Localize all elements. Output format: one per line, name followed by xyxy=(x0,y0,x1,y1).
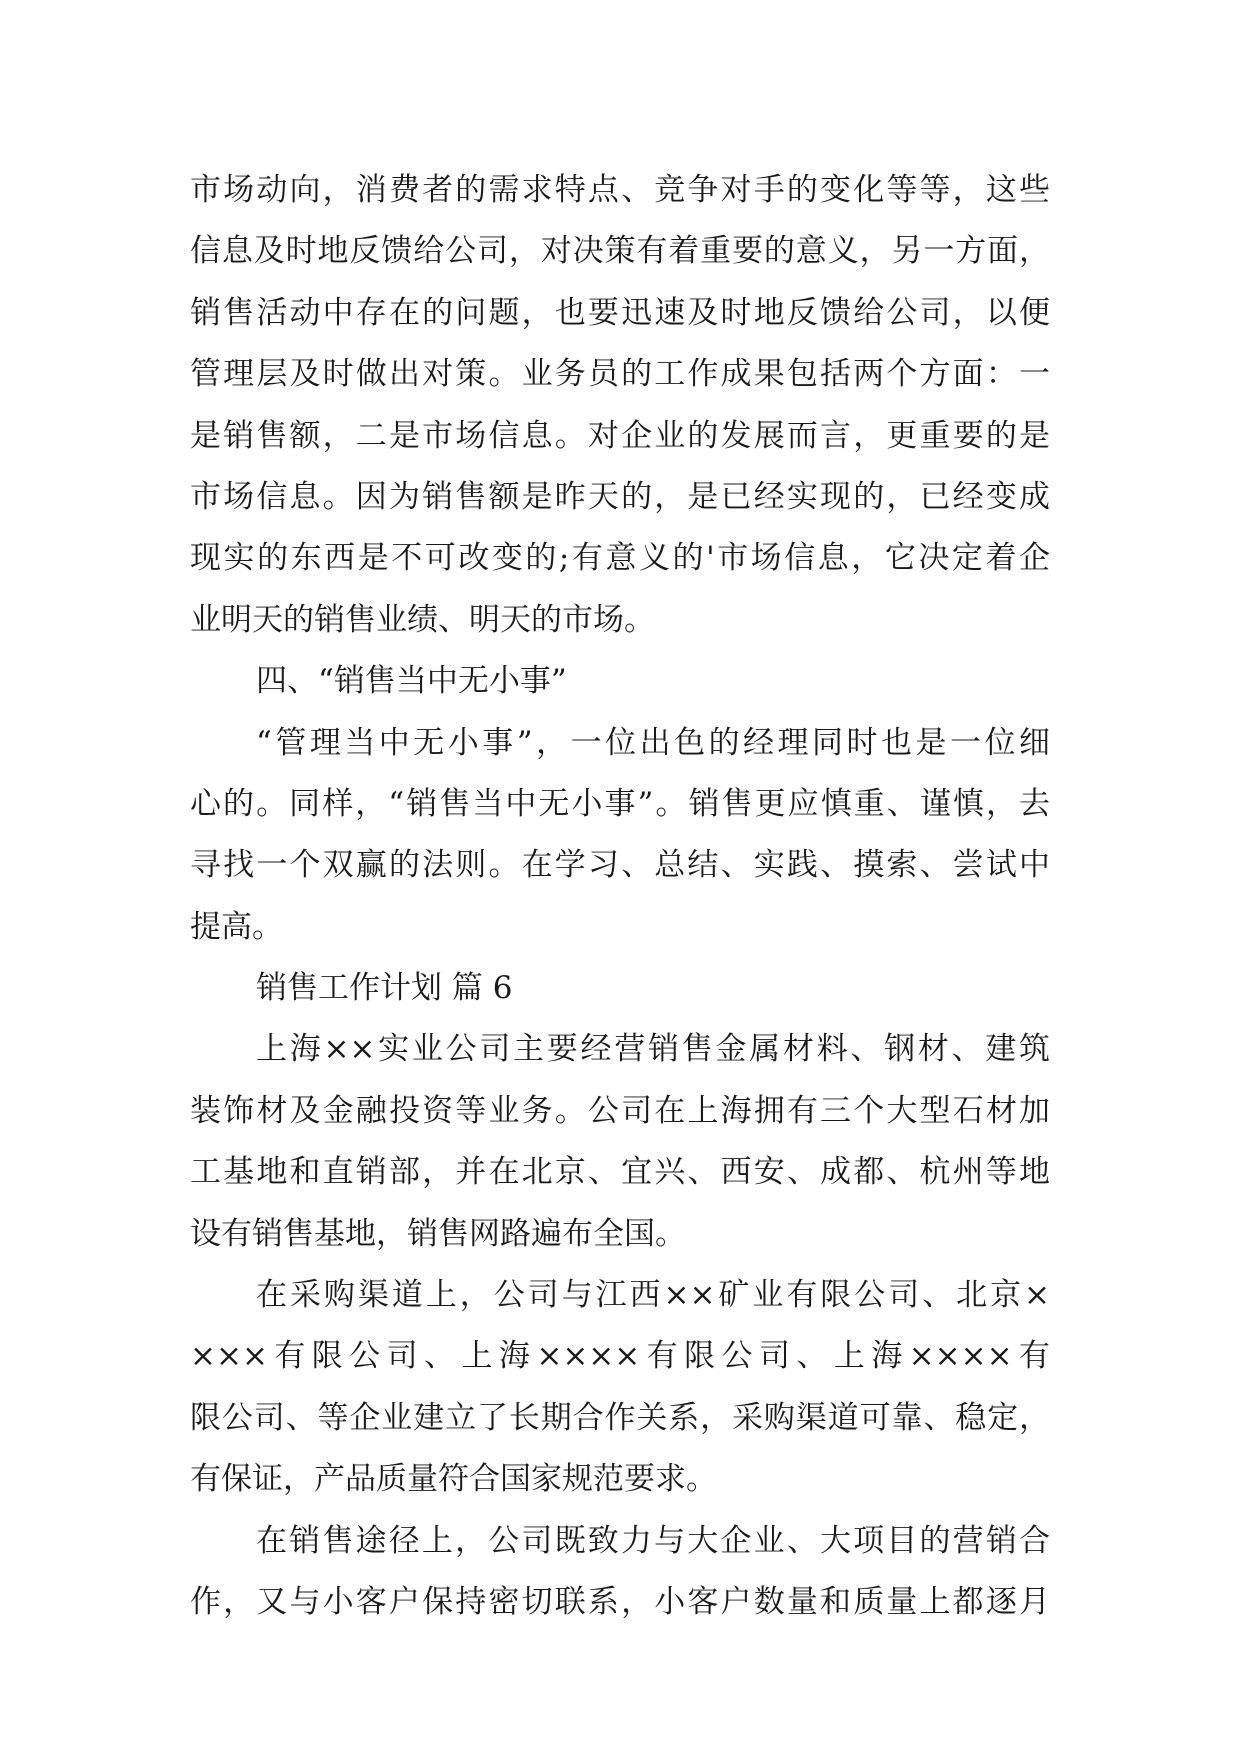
text-line: 作，又与小客户保持密切联系，小客户数量和质量上都逐月 xyxy=(190,1583,1050,1620)
text-line: 限公司、等企业建立了长期合作关系，采购渠道可靠、稳定， xyxy=(190,1399,1050,1436)
text-line: 提高。 xyxy=(190,908,283,945)
section-heading: 销售工作计划 篇 6 xyxy=(256,970,513,1007)
text-line: 在采购渠道上，公司与江西××矿业有限公司、北京× xyxy=(256,1277,1050,1314)
text-line: 市场动向，消费者的需求特点、竞争对手的变化等等，这些 xyxy=(190,172,1050,208)
section-heading: 四、“销售当中无小事” xyxy=(256,663,567,700)
text-line: 寻找一个双赢的法则。在学习、总结、实践、摸索、尝试中 xyxy=(190,847,1050,884)
text-line: 销售活动中存在的问题，也要迅速及时地反馈给公司，以便 xyxy=(190,294,1050,331)
text-line: 有保证，产品质量符合国家规范要求。 xyxy=(190,1461,717,1498)
text-line: ×××有限公司、上海××××有限公司、上海××××有 xyxy=(190,1338,1050,1375)
text-line: “管理当中无小事”，一位出色的经理同时也是一位细 xyxy=(256,724,1050,761)
text-line: 是销售额，二是市场信息。对企业的发展而言，更重要的是 xyxy=(190,417,1050,454)
text-line: 业明天的销售业绩、明天的市场。 xyxy=(190,601,655,638)
text-line: 上海××实业公司主要经营销售金属材料、钢材、建筑 xyxy=(256,1031,1050,1068)
text-line: 市场信息。因为销售额是昨天的，是已经实现的，已经变成 xyxy=(190,478,1050,515)
text-line: 装饰材及金融投资等业务。公司在上海拥有三个大型石材加 xyxy=(190,1092,1050,1129)
text-line: 现实的东西是不可改变的;有意义的'市场信息，它决定着企 xyxy=(190,540,1050,577)
text-line: 工基地和直销部，并在北京、宜兴、西安、成都、杭州等地 xyxy=(190,1154,1050,1191)
text-line: 管理层及时做出对策。业务员的工作成果包括两个方面：一 xyxy=(190,356,1050,393)
text-line: 心的。同样，“销售当中无小事”。销售更应慎重、谨慎，去 xyxy=(190,785,1050,822)
text-line: 信息及时地反馈给公司，对决策有着重要的意义，另一方面， xyxy=(190,233,1050,270)
text-line: 在销售途径上，公司既致力与大企业、大项目的营销合 xyxy=(256,1522,1050,1559)
text-line: 设有销售基地，销售网路遍布全国。 xyxy=(190,1215,686,1252)
document-body xyxy=(190,160,1050,1633)
